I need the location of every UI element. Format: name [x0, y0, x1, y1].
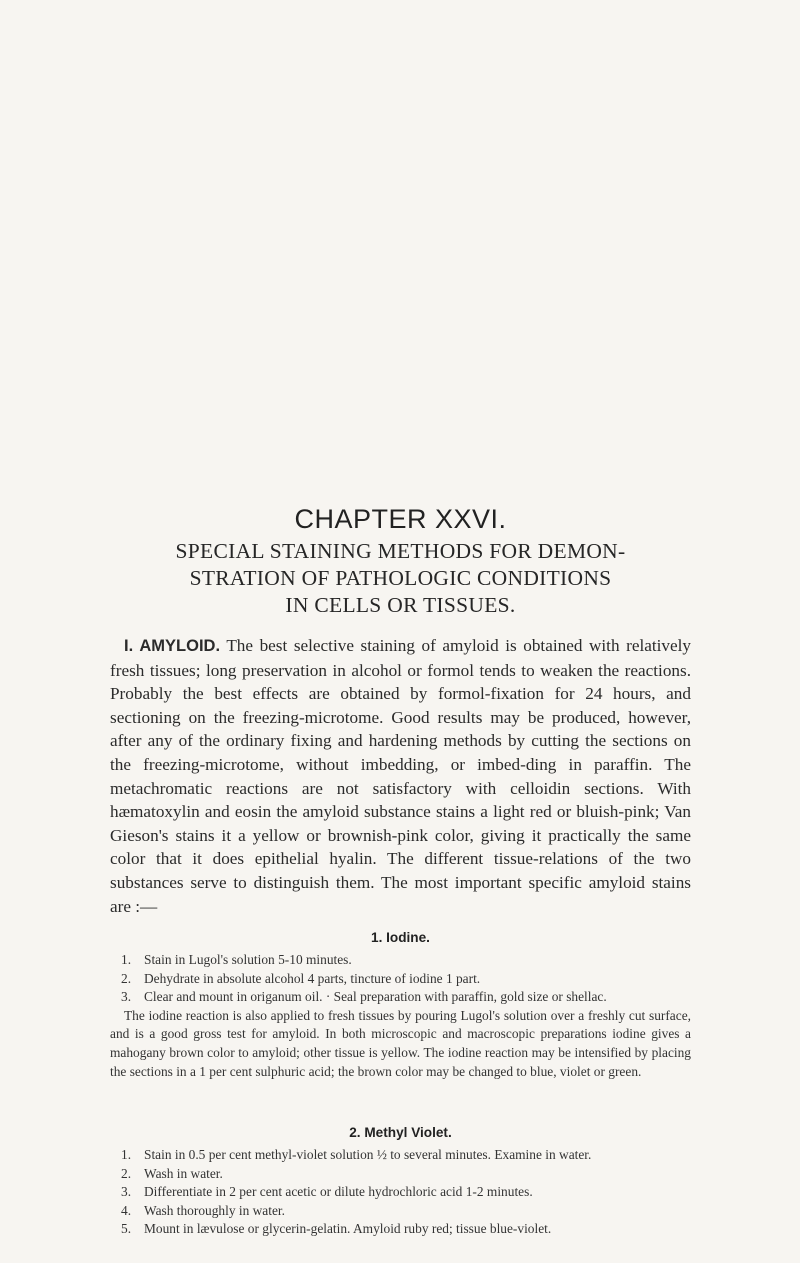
list-item: 5. Mount in lævulose or glycerin-gelatin. Amyloid ruby red; tissue blue-violet. [121, 1221, 552, 1237]
intro-text: The best selective staining of amyloid is obtained with relatively fresh tissues; long preservation in alcohol or formol tends to weaken the reactions. Probably the best effects are obtained by formol-fixation for 24 hours, and sectioning on the freezing-microtome. Good results may be produced, however, after any of the ordinary fixing and hardening methods by cutting the sections on the freezing-microtome, without imbedding, or imbed-ding in paraffin. The metachromatic reactions are not satisfactory with celloidin sections. With hæmatoxylin and eosin the amyloid substance stains a light red or bluish-pink; Van Gieson's stains it a yellow or brownish-pink color, giving it practically the same color that it does epithelial hyalin. The different tissue-relations of the two substances serve to distinguish them. The most important specific amyloid stains are :— [110, 636, 691, 916]
chapter-title-line: SPECIAL STAINING METHODS FOR DEMON- [175, 539, 626, 563]
list-item: 2. Wash in water. [121, 1165, 223, 1181]
list-item: 2. Dehydrate in absolute alcohol 4 parts, tincture of iodine 1 part. [121, 970, 481, 986]
methyl-violet-section [110, 1125, 691, 1239]
section-lead: I. AMYLOID. [124, 637, 221, 655]
chapter-title [80, 538, 721, 619]
iodine-steps [110, 951, 691, 1007]
iodine-note: The iodine reaction is also applied to fresh tissues by pouring Lugol's solution over a freshly cut surface, and is a good gross test for amyloid. In both microscopic and macroscopic preparations iodine gives a mahogany brown color to amyloid; other tissue is yellow. The iodine reaction may be intensified by placing the sections in a 1 per cent sulphuric acid; the brown color may be changed to blue, violet or green. [110, 1007, 691, 1079]
chapter-heading: CHAPTER XXVI. [294, 504, 507, 534]
chapter-title-line: IN CELLS OR TISSUES. [285, 593, 516, 617]
methyl-violet-steps [110, 1146, 691, 1239]
list-item: 3. Differentiate in 2 per cent acetic or dilute hydrochloric acid 1-2 minutes. [121, 1184, 533, 1200]
list-item: 3. Clear and mount in origanum oil. · Seal preparation with paraffin, gold size or shellac. [121, 989, 607, 1005]
list-item: 4. Wash thoroughly in water. [121, 1202, 285, 1218]
list-item: 1. Stain in Lugol's solution 5-10 minutes. [121, 952, 352, 967]
methyl-violet-heading: 2. Methyl Violet. [349, 1125, 452, 1140]
list-item: 1. Stain in 0.5 per cent methyl-violet solution ½ to several minutes. Examine in water. [121, 1147, 592, 1162]
chapter-title-line: STRATION OF PATHOLOGIC CONDITIONS [189, 566, 612, 590]
iodine-heading: 1. Iodine. [371, 930, 430, 945]
iodine-section [110, 930, 691, 1081]
intro-paragraph [110, 634, 691, 918]
